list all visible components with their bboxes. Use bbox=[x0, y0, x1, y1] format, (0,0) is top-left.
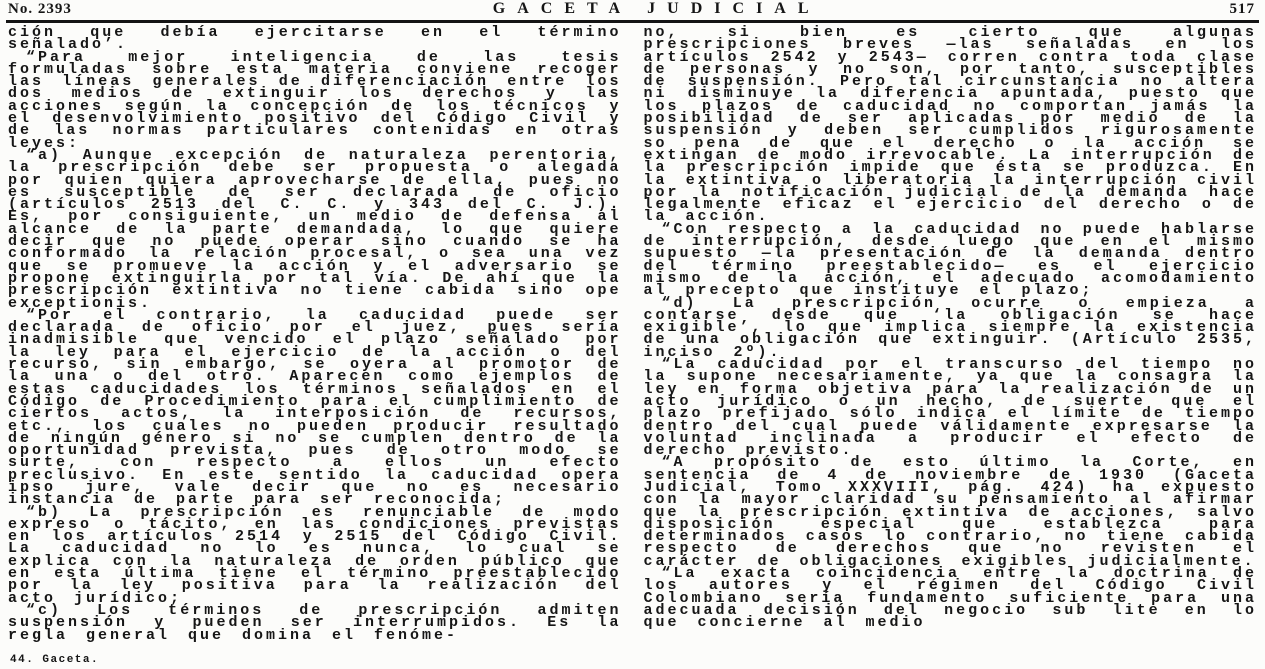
page-header bbox=[6, 1, 1259, 23]
page-number: 517 bbox=[1229, 1, 1255, 17]
paragraph: “d) La prescripción ocurre o empieza a contarse desde que ‘la obligación se hace exigible’, lo que implica siempre la existencia de una obligación que extinguir. (Artículo 2535, inciso 2º). bbox=[643, 294, 1257, 361]
paragraph: “c) Los términos de prescripción admiten suspensión y pueden ser interrumpidos. Es la regla general que domina el fenóme- bbox=[8, 601, 622, 644]
text-columns bbox=[6, 23, 1259, 642]
issue-number: No. 2393 bbox=[8, 1, 72, 17]
paragraph: “Con respecto a la caducidad no puede hablarse de interrupción, desde luego que en el mismo supuesto —la presentación de la demanda dentro del término preestablecido— es el ejercicio mismo de la acción, el adecuado acomodamiento al precepto que instituye el plazo; bbox=[643, 220, 1257, 300]
paragraph: no, si bien es cierto que algunas prescripciones breves —las señaladas en los artículos 2542 y 2543— corren contra toda clase de personas y no son, por tanto, susceptibles de suspensión. Pero tal circunstancia no altera ni disminuye la diferencia apuntada, puesto que los plazos de caducidad no comportan jamás la posibilidad de ser aplicadas por medio de la suspensión y deben ser cumplidos rigurosamente so pena de que el derecho o la acción se extingan de modo irrevocable. La interrupción de la prescripción impide que ésta se produzca. En la extintiva o liberatoria la interrupción civil por la notificación judicial de la demanda hace legalmente eficaz el ejercicio del derecho o de la acción. bbox=[643, 24, 1257, 226]
paragraph: ción que debía ejercitarse en el término señalado’. bbox=[8, 24, 622, 54]
paragraph: “A propósito de esto último la Corte, en sentencia de 4 de noviembre de 1930 (Gaceta Judicial, Tomo XXXVIII, pág. 424) ha expuesto con la mayor claridad su pensamiento al afirmar que la prescripción extintiva de acciones, salvo disposición especial que establezca para determinados casos lo contrario, no tiene cabida respecto de derechos que no revisten el carácter de obligaciones exigibles judicialmente. bbox=[643, 454, 1257, 570]
footer-note: 44. Gaceta. bbox=[10, 653, 103, 666]
paragraph: “b) La prescripción es renunciable de modo expreso o tácito, en las condiciones previstas en los artículos 2514 y 2515 del Código Civil. La caducidad no lo es nunca, lo cual se explica con la naturaleza de orden público que en esta última tiene el término preestablecido por la ley positiva para la realización del acto jurídico; bbox=[8, 503, 622, 607]
paragraph: “Para mejor inteligencia de las tesis formuladas sobre esta materia conviene recoger las líneas generales de diferenciación entre los dos medios de extinguir los derechos y las acciones según la concepción de los técnicos y el desenvolvimiento positivo del Código Civil y de las normas particulares contenidas en otras leyes: bbox=[8, 48, 622, 152]
right-column bbox=[643, 24, 1258, 642]
paragraph: “La caducidad por el transcurso del tiempo no la supone necesariamente, ya que la consagra la ley en forma objetiva para la realización de un acto jurídico o un hecho, de suerte que el plazo prefijado sólo indica el límite de tiempo dentro del cual puede válidamente expresarse la voluntad inclinada a producir el efecto de derecho previsto. bbox=[643, 356, 1257, 460]
page-title: GACETA JUDICIAL bbox=[492, 0, 821, 17]
left-column bbox=[8, 24, 622, 644]
paragraph: “a) Aunque excepción de naturaleza perentoria, la prescripción debe ser propuesta o alegada por quien quiera aprovecharse de ella, pues no es susceptible de ser declarada de oficio (artículos 2513 del C. C. y 343 del C. J.). Es, por consiguiente, un medio de defensa al alcance de la parte demandada, lo que quiere decir que no puede operar sino cuando se ha conformado la relación procesal, o sea una vez que se promueve la acción y el adversario se propone extinguirla por tal vía. De ahí que la prescripción extintiva no tiene cabida sino ope exceptionis. bbox=[8, 146, 622, 312]
paragraph: “Por el contrario, la caducidad puede ser declarada de oficio por el juez, pues sería inadmisible que vencido el plazo señalado por la ley para el ejercicio de la acción o del recurso, sin embargo, se oyera al promotor de la una o del otro. Aparecen como ejemplos de estas caducidades los términos señalados en el Código de Procedimiento para el cumplimiento de ciertos actos, la interposición de recursos, etc., los cuales no pueden producir resultado de ningún género si no se cumplen dentro de la oportunidad prevista, pues de otro modo se surte, con respecto a ellos un efecto preclusivo. En este sentido la caducidad opera ipso jure, vale decir que no es necesario instancia de parte para ser reconocida; bbox=[8, 306, 622, 509]
paragraph: “La exacta coincidencia entre la doctrina de los autores y el régimen del Código Civil Colombiano sería fundamento suficiente para una adecuada decisión del negocio sub lite en lo que concierne al medio bbox=[643, 565, 1257, 632]
